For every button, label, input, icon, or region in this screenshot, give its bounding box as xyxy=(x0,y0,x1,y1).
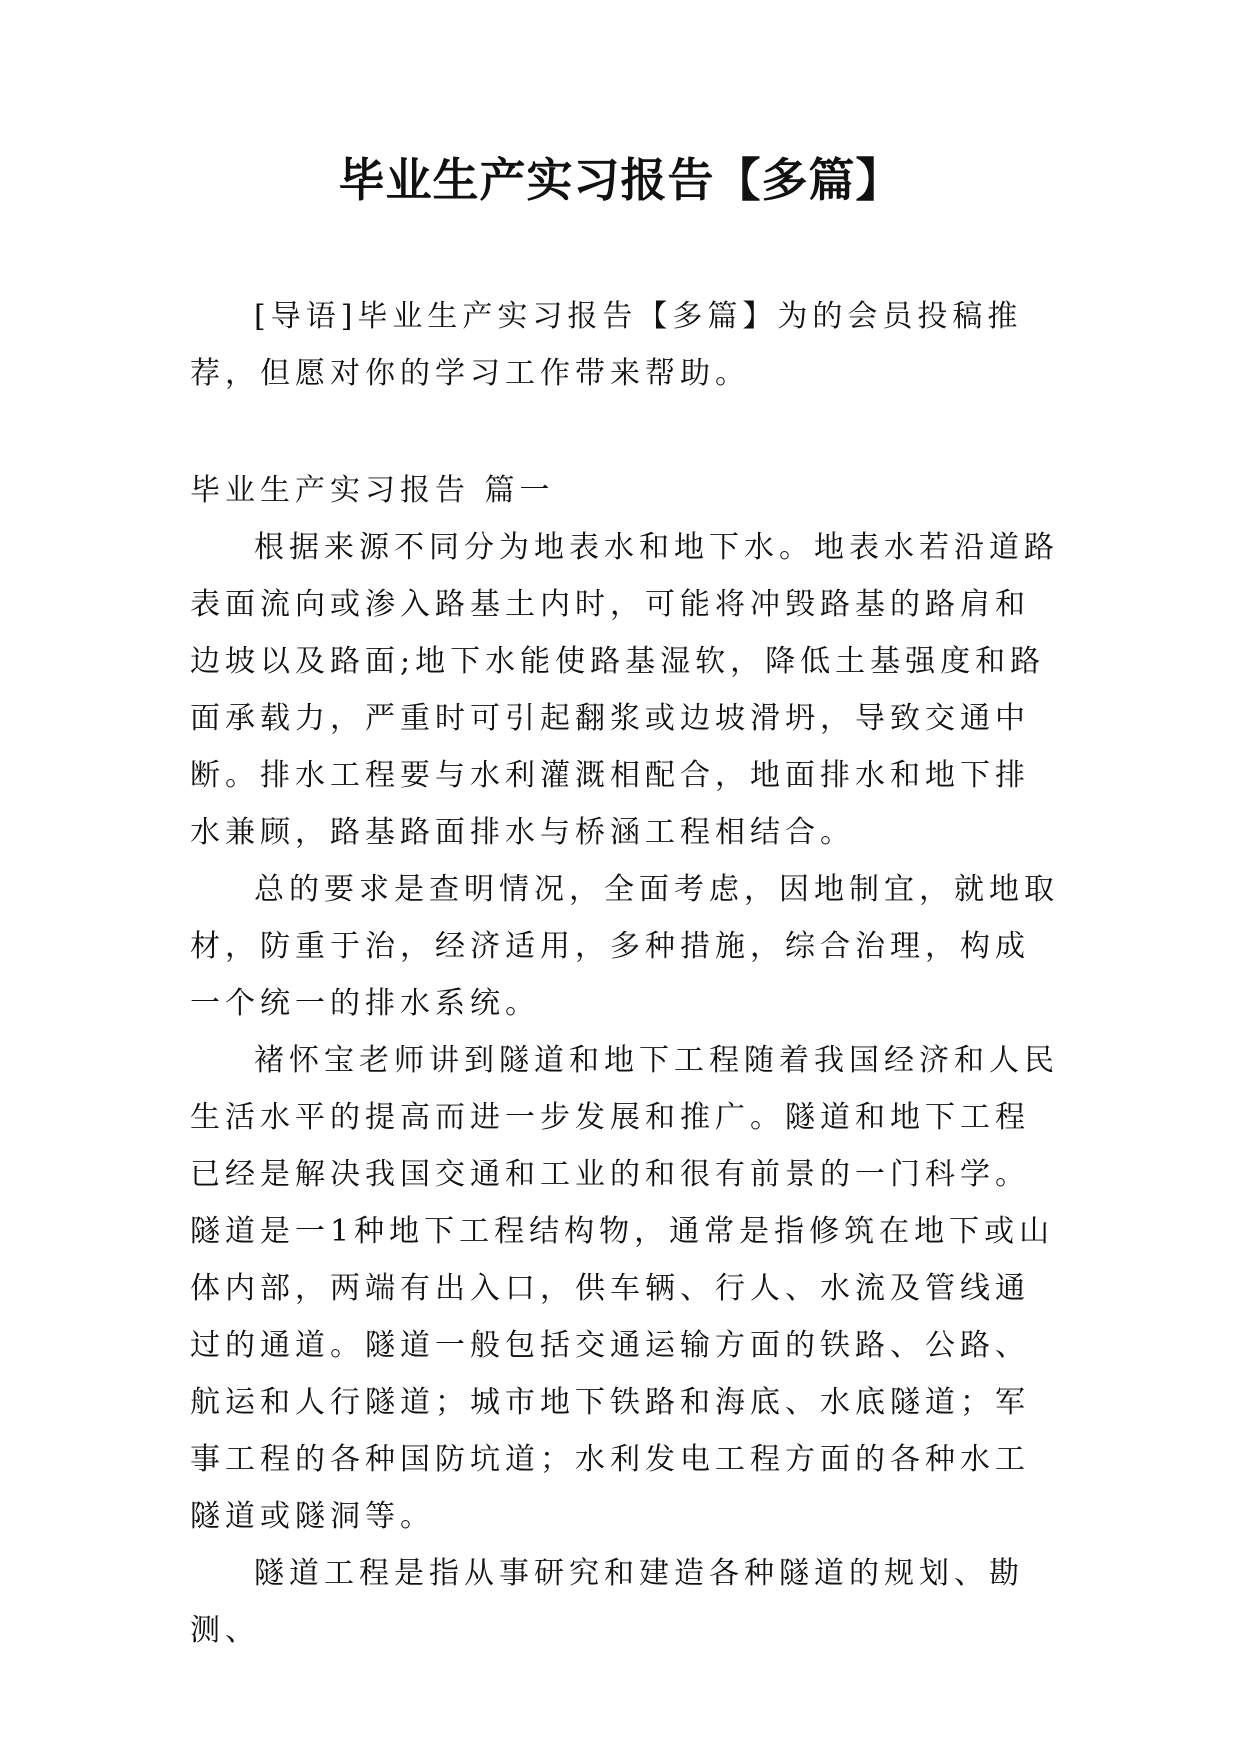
section-body xyxy=(190,519,1060,1659)
intro-paragraph: [导语]毕业生产实习报告【多篇】为的会员投稿推荐，但愿对你的学习工作带来帮助。 xyxy=(190,299,1023,391)
body-paragraph: 总的要求是查明情况，全面考虑，因地制宜，就地取材，防重于治，经济适用，多种措施，综合治理，构成一个统一的排水系统。 xyxy=(190,872,1059,1021)
document-title: 毕业生产实习报告【多篇】 xyxy=(338,153,903,207)
section-heading: 毕业生产实习报告 篇一 xyxy=(190,473,555,508)
body-paragraph: 隧道工程是指从事研究和建造各种隧道的规划、勘测、 xyxy=(190,1556,1024,1648)
body-paragraph: 根据来源不同分为地表水和地下水。地表水若沿道路表面流向或渗入路基土内时，可能将冲毁路基的路肩和边坡以及路面;地下水能使路基湿软，降低土基强度和路面承载力，严重时可引起翻浆或边坡滑坍，导致交通中断。排水工程要与水利灌溉相配合，地面排水和地下排水兼顾，路基路面排水与桥涵工程相结合。 xyxy=(190,530,1059,850)
body-paragraph: 褚怀宝老师讲到隧道和地下工程随着我国经济和人民生活水平的提高而进一步发展和推广。隧道和地下工程已经是解决我国交通和工业的和很有前景的一门科学。隧道是一1种地下工程结构物，通常是指修筑在地下或山体内部，两端有出入口，供车辆、行人、水流及管线通过的通道。隧道一般包括交通运输方面的铁路、公路、航运和人行隧道；城市地下铁路和海底、水底隧道；军事工程的各种国防坑道；水利发电工程方面的各种水工隧道或隧洞等。 xyxy=(190,1043,1059,1534)
